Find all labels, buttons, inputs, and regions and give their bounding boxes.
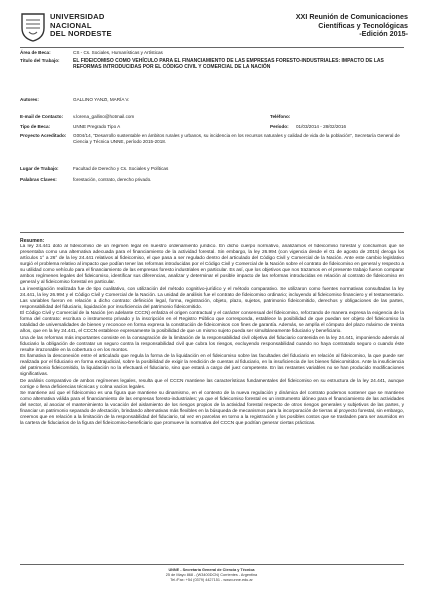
proyecto-label: Proyecto Acreditado:: [20, 133, 67, 138]
title-row: [20, 58, 404, 88]
periodo-value: 01/03/2014 - 28/02/2016: [296, 124, 347, 129]
proyecto-value: G004/14, "Desarrollo sustentable en ámbitos rurales y urbanos, su incidencia en los recursos naturales y calidad de vida de la población", Secretaría General de Ciencia y Técnica UNNE, período 2015-2018.: [73, 133, 400, 144]
conference-line: XXI Reunión de Comunicaciones: [295, 12, 408, 21]
resumen-body: [20, 244, 404, 560]
lugar-row: [20, 166, 404, 174]
resumen-heading: Resumen:: [20, 238, 45, 244]
authors-label: Autores:: [20, 97, 39, 102]
university-line: UNIVERSIDAD: [50, 12, 105, 21]
resumen-paragraph: Es llamativa la desconexión entre el articulado que regula la forma de la liquidación en el fideicomiso sobre las facultades del fiduciario en relación al fideicomiso, la que puede ser realizada por el fiduciario en forma extrajudicial, sobre la posibilidad de exigir la rendición de cuentas al fiduciario, en la insuficiencia de los bienes fideicomitidos. Ante la insuficiencia del patrimonio fideicomitido, la liquidación no la efectuará el fiduciario, sino que estará a cargo del juez competente. En las restantes variables no se han producido modificaciones significativas.: [20, 354, 404, 377]
email-row: [20, 114, 404, 122]
university-shield-icon: [20, 12, 46, 42]
proyecto-row: [20, 133, 404, 153]
resumen-paragraph: La investigación realizada fue de tipo cualitativo, con utilización del método cognitivo-jurídico y el método comparativo. Se utilizaron como fuentes normativas consultadas la ley 24.441, la ley 26.994 y el Código Civil y Comercial de la Nación. La unidad de análisis fue el contrato de fideicomiso ordinario; incluyendo al fideicomiso financiero y el testamentario. Las variables fueron en relación a dicho contrato: definición legal, forma, registración, objeto, plazo, sujetos, patrimonio fideicomitido, derechos y obligaciones de las partes, responsabilidad del fiduciario, liquidación por insuficiencia del patrimonio fideicomitido.: [20, 286, 404, 310]
footer-line: UNNE - Secretaría General de Ciencia y Técnica: [168, 568, 255, 572]
tel-label: Teléfono:: [270, 114, 291, 119]
periodo-label: Período:: [270, 124, 289, 129]
header: [20, 10, 408, 46]
conference-line: -Edición 2015-: [359, 29, 408, 39]
claves-label: Palabras Claves:: [20, 177, 57, 182]
title-label: Título del Trabajo:: [20, 58, 60, 63]
tipo-value: UNNE Pregrado Tipo A: [73, 124, 121, 129]
footer-line: Tel./Fax: +54 (0379) 4427151 - www.unne.edu.ar: [170, 578, 253, 582]
resumen-paragraph: La ley 24.441 dotó al fideicomiso de un régimen legal en nuestro ordenamiento jurídico. En dicho cuerpo normativo, analizamos el fideicomiso forestal y concluimos que se presentaba como una alternativa adecuada para el financiamiento de la actividad forestal. Sin embargo, la ley 26.994 (con vigencia desde el 01 de agosto de 2015) deroga los artículos 1° a 26° de la ley 24.441 relativos al fideicomiso, el que pasa a ser regulado dentro del articulado del Código Civil y Comercial de la Nación. Ante este cambio legislativo surgió el problema relativo al impacto que podían tener las reformas introducidas por el Código Civil y Comercial de la Nación sobre el contrato de fideicomiso en general y respecto a su utilidad como vehículo para el financiamiento de las empresas foresto industriales en particular. Es así, que los objetivos que nos trazamos en el presente trabajo fueron comparar ambos regímenes legales del fideicomiso, identificar sus diferencias, analizar y determinar el posible impacto de las reformas introducidas en relación al contrato de fideicomiso en general y al fideicomiso forestal en particular.: [20, 244, 404, 285]
authors-value: GALLINO YANZI, MARÍA V.: [73, 97, 130, 102]
conference-title: [296, 13, 408, 39]
lugar-value: Facultad de Derecho y Cs. Sociales y Políticas: [73, 166, 169, 171]
resumen-paragraph: De análisis comparativo de ambos regímenes legales, resulta que el CCCN mantiene las características fundamentales del fideicomiso en su estructura de la ley 24.441, aunque corrige o llena deficiencias técnicas y colma vacíos legales.: [20, 378, 404, 390]
email-label: E-mail de Contacto:: [20, 114, 64, 119]
claves-value: forestación, contrato, derecho privado.: [73, 177, 152, 182]
authors-row: [20, 97, 404, 105]
footer-line: 25 de Mayo 868 - (W3400DCN) Corrientes - Argentina: [165, 573, 258, 577]
claves-row: [20, 177, 404, 185]
resumen-divider: [20, 232, 404, 233]
area-value: CS - Cs. Sociales, Humanísticas y Artísticas: [73, 50, 163, 55]
header-divider: [20, 47, 404, 48]
university-line: DEL NORDESTE: [50, 29, 112, 39]
area-label: Área de Beca:: [20, 50, 51, 55]
university-line: NACIONAL: [50, 20, 92, 30]
conference-line: Científicas y Tecnológicas: [318, 20, 408, 30]
footer: [0, 568, 423, 583]
tipo-label: Tipo de Beca:: [20, 124, 51, 129]
resumen-paragraph: El Código Civil y Comercial de la Nación (en adelante CCCN) enfatiza el origen contractual y el carácter consensual del fideicomiso, reforzando de manera expresa la exigencia de la forma del contrato: escritura o instrumento privado y la inscripción en el Registro Público que corresponda, establece la posibilidad de que puedan ser objeto del fideicomiso la totalidad de universalidades de bienes y reconoce en forma expresa la constitución de fideicomisos con fines de garantía. Además, se amplía el cómputo del plazo máximo de treinta años, que en la ley 24.441, el CCCN establece expresamente la posibilidad de que un mismo sujeto pueda ser simultáneamente fiduciario y beneficiario.: [20, 311, 404, 334]
tipo-row: [20, 124, 404, 132]
university-name: [50, 13, 112, 39]
footer-divider: [20, 564, 404, 565]
work-title: EL FIDEICOMISO COMO VEHÍCULO PARA EL FINANCIAMIENTO DE LAS EMPRESAS FORESTO-INDUSTRIALES: IMPACTO DE LAS REFORMAS INTRODUCIDAS POR EL CÓDIGO CIVIL Y COMERCIAL DE LA NACIÓN: [73, 58, 384, 71]
resumen-paragraph: Se mantiene así que el fideicomiso es una figura que mantiene su dinamismo, en el contexto de la nueva regulación y dinámica del contrato podemos sostener que se mantiene como alternativa válida para el financiamiento de las empresas foresto-industriales; ya que el fideicomiso forestal es un instrumento idóneo para el financiamiento de las actividades del sector, al asociar el mantenimiento la vocación del aislamiento de los riesgos propios de la actividad forestal respecto de otros riesgos generales y subjetivos de las partes, y financiar un patrimonio separado de afectación, brindando alternativas más flexibles en la búsqueda de mecanismos para la incorporación de tierras al proyecto forestal, sin embargo, creemos que en relación a la limitación de la responsabilidad del fiduciario, tal vez en parcelas en torno a la registración y los posibles costos que se trasladen para ser asumidos en la cartera de fiduciarios de la figura del fideicomiso-beneficiario que promueve la normativa del CCCN que podrían generar ciertas prácticas.: [20, 391, 404, 426]
area-row: [20, 50, 404, 58]
resumen-paragraph: Una de las reformas más importantes consiste en la consagración de la limitación de la responsabilidad civil objetiva del fiduciario contenida en la ley 24.441, imponiendo además al fiduciario la obligación de contratar un seguro contra la responsabilidad civil que cubra los riesgos, excluyendo responsabilidad cuando no haya contratado seguro o cuando éste resulte irrazonable en la cobertura o en los montos.: [20, 335, 404, 353]
email-value: v.lorena_gallino@hotmail.com: [73, 114, 135, 119]
lugar-label: Lugar de Trabajo:: [20, 166, 59, 171]
